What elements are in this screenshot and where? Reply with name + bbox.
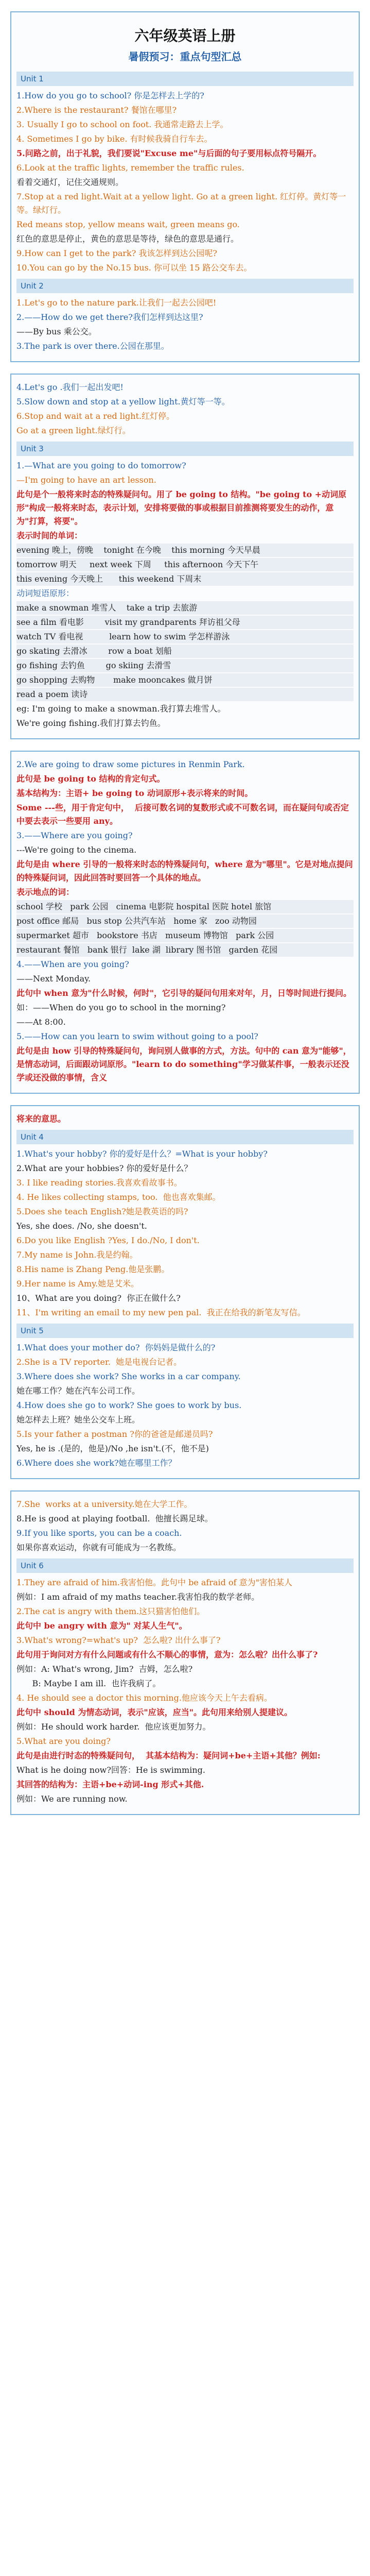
vocab-line: this evening 今天晚上 this weekend 下周末	[16, 572, 354, 586]
card-3	[10, 751, 360, 1094]
sentence-line: 7.She works at a university.她在大学工作。	[16, 1499, 192, 1509]
vocab-line: evening 晚上，傍晚 tonight 在今晚 this morning 今天早晨	[16, 544, 354, 557]
vocab-line: go skating 去滑冰 row a boat 划船	[16, 645, 354, 658]
sentence-line: 4.How does she go to work? She goes to work by bus.	[16, 1400, 242, 1410]
example-line: 例如：He should work harder. 他应该更加努力。	[16, 1722, 211, 1732]
sentence-line: 5.Is your father a postman ?你的爸爸是邮递员吗?	[16, 1429, 213, 1439]
sentence-line: 9.If you like sports, you can be a coach.	[16, 1528, 182, 1538]
note-heading: 表示地点的词：	[16, 887, 75, 897]
sentence-line: 3.What's wrong?=what's up? 怎么啦? 出什么事了?	[16, 1635, 221, 1645]
sentence-line: 她在哪工作？她在汽车公司工作。	[16, 1386, 140, 1396]
sentence-line: 11、I'm writing an email to my new pen pal. 我正在给我的新笔友写信。	[16, 1308, 306, 1317]
sentence-line: 4. He likes collecting stamps, too. 他也喜欢集邮。	[16, 1192, 221, 1202]
sentence-line: 如果你喜欢运动，你就有可能成为一名教练。	[16, 1543, 182, 1552]
sentence-line: 8.His name is Zhang Peng.他是张鹏。	[16, 1264, 170, 1274]
sentence-line: 2.We are going to draw some pictures in Renmin Park.	[16, 759, 245, 769]
note-line: 此句是由 how 引导的特殊疑问句，询问别人做事的方式，方法。句中的 can 意为"能够"，是情态动词，后面跟动词原形。"learn to do something"学习做某件事，一般表示还没学或还没做的事情，含义	[16, 1046, 351, 1082]
sentence-line: 2.What are your hobbies? 你的爱好是什么？	[16, 1163, 192, 1173]
sentence-line: —I'm going to have an art lesson.	[16, 475, 156, 485]
sentence-line: 5.Slow down and stop at a yellow light.黄灯等一等。	[16, 397, 230, 406]
sentence-line: 3.Where does she work? She works in a car company.	[16, 1371, 241, 1381]
sentence-line: ---We're going to the cinema.	[16, 845, 137, 855]
doc-title: 六年级英语上册	[134, 27, 236, 44]
vocab-line: go fishing 去钓鱼 go skiing 去滑雪	[16, 659, 354, 672]
note-heading: 表示时间的单词：	[16, 531, 83, 540]
sentence-line: 7.My name is John.我是约翰。	[16, 1250, 138, 1260]
sentence-line: 1.What's your hobby? 你的爱好是什么？=What is your hobby?	[16, 1149, 268, 1159]
card-4	[10, 1105, 360, 1479]
sentence-line: 3.The park is over there.公园在那里。	[16, 341, 169, 351]
note-line: 此句中 be angry with 意为" 对某人生气"。	[16, 1621, 187, 1631]
sentence-line: ——By bus 乘公交。	[16, 327, 97, 336]
vocab-line: watch TV 看电视 learn how to swim 学怎样游泳	[16, 630, 354, 643]
unit-header-3: Unit 3	[16, 442, 354, 456]
note-line: 将来的意思。	[16, 1114, 66, 1124]
sentence-line: 4.Let's go .我们一起出发吧!	[16, 382, 124, 392]
note-line: 此句是 be going to 结构的肯定句式。	[16, 774, 165, 784]
sentence-line: 6.Where does she work?她在哪里工作？	[16, 1458, 177, 1468]
example-line: 例如：I am afraid of my maths teacher.我害怕我的数学老师。	[16, 1592, 260, 1602]
sentence-line: Yes, he is .(是的，他是)/No ,he isn't.(不，他不是)	[16, 1444, 209, 1453]
unit-header-6: Unit 6	[16, 1558, 354, 1573]
sentence-line: 1.Let's go to the nature park.让我们一起去公园吧!	[16, 298, 217, 308]
sentence-line: 4. He should see a doctor this morning.他应该今天上午去看病。	[16, 1693, 272, 1703]
sentence-line: 红色的意思是停止，黄色的意思是等待，绿色的意思是通行。	[16, 234, 239, 244]
unit-header-5: Unit 5	[16, 1324, 354, 1338]
example-line: What is he doing now?回答：He is swimming.	[16, 1765, 205, 1775]
example-line: 如：——When do you go to school in the morning?	[16, 1003, 226, 1012]
sentence-line: 4. Sometimes I go by bike. 有时候我骑自行车去。	[16, 134, 213, 144]
vocab-line: tomorrow 明天 next week 下周 this afternoon 今天下午	[16, 558, 354, 571]
example-line: ——At 8:00.	[16, 1017, 66, 1027]
sentence-line: 3. Usually I go to school on foot. 我通常走路去上学。	[16, 120, 228, 129]
card-2	[10, 374, 360, 739]
example-line: 例如：A: What's wrong, Jim? 吉姆，怎么啦?	[16, 1664, 193, 1674]
unit-header-2: Unit 2	[16, 279, 354, 293]
note-line: 此句中 when 意为"什么时候，何时"，它引导的疑问句用来对年，月，日等时间进行提问。	[16, 988, 352, 998]
sentence-line: 看着交通灯，记住交通规则。	[16, 177, 124, 187]
sentence-line: 1.They are afraid of him.我害怕他。此句中 be afraid of 意为"害怕某人	[16, 1578, 292, 1587]
note-heading: 动词短语原形：	[16, 588, 75, 598]
unit-header-4: Unit 4	[16, 1130, 354, 1144]
sentence-line: 1.What does your mother do? 你妈妈是做什么的?	[16, 1343, 216, 1352]
doc-subtitle: 暑假预习：重点句型汇总	[128, 50, 242, 63]
vocab-line: post office 邮局 bus stop 公共汽车站 home 家 zoo 动物园	[16, 914, 354, 928]
sentence-line: 3.——Where are you going?	[16, 831, 133, 840]
note-line: Some ---些，用于肯定句中， 后接可数名词的复数形式或不可数名词，而在疑问句或否定中要去表示一些要用 any。	[16, 803, 349, 826]
sentence-line: 5.——How can you learn to swim without going to a pool?	[16, 1031, 258, 1041]
sentence-line: 6.Look at the traffic lights, remember the traffic rules.	[16, 163, 244, 173]
sentence-line: 7.Stop at a red light.Wait at a yellow light. Go at a green light. 红灯停。黄灯等一等。绿灯行。	[16, 192, 346, 215]
note-line: 此句是由进行时态的特殊疑问句， 其基本结构为：疑问词+be+主语+其他？例如:	[16, 1751, 321, 1760]
vocab-line: see a film 看电影 visit my grandparents 拜访祖父母	[16, 616, 354, 629]
card-1	[10, 11, 360, 362]
sentence-line: Red means stop, yellow means wait, green means go.	[16, 219, 240, 229]
example-line: B: Maybe I am ill. 也许我病了。	[16, 1679, 161, 1688]
unit-header-1: Unit 1	[16, 72, 354, 86]
note-line: 此句中 should 为情态动词，表示"应该，应当"。此句用来给别人提建议。	[16, 1707, 293, 1717]
sentence-line: 10、What are you doing? 你正在做什么?	[16, 1293, 181, 1303]
vocab-line: read a poem 读诗	[16, 688, 354, 701]
note-line: 5.问路之前，出于礼貌，我们要说"Excuse me"与后面的句子要用标点符号隔开。	[16, 148, 322, 158]
vocab-line: go shopping 去购物 make mooncakes 做月饼	[16, 673, 354, 687]
sentence-line: 3. I like reading stories.我喜欢看故事书。	[16, 1178, 182, 1188]
note-line: 其回答的结构为：主语+be+动词-ing 形式+其他.	[16, 1780, 204, 1789]
note-line: 基本结构为：主语+ be going to 动词原形+表示将来的时间。	[16, 788, 253, 798]
sentence-line: Go at a green light.绿灯行。	[16, 426, 131, 435]
sentence-line: 8.He is good at playing football. 他擅长踢足球。	[16, 1514, 213, 1523]
note-line: 此句用于询问对方有什么问题或有什么不顺心的事情，意为：怎么啦？出什么事了?	[16, 1650, 318, 1659]
sentence-line: 2.Where is the restaurant? 餐馆在哪里?	[16, 105, 177, 115]
vocab-line: restaurant 餐馆 bank 银行 lake 湖 library 图书馆 garden 花园	[16, 943, 354, 957]
sentence-line: 她怎样去上班？她坐公交车上班。	[16, 1415, 140, 1425]
example-line: 例如：We are running now.	[16, 1794, 128, 1804]
sentence-line: 4.——When are you going?	[16, 959, 129, 969]
vocab-line: school 学校 park 公园 cinema 电影院 hospital 医院 hotel 旅馆	[16, 900, 354, 913]
sentence-line: 5.Does she teach English?她是教英语的吗?	[16, 1207, 188, 1216]
example-line: We're going fishing.我们打算去钓鱼。	[16, 718, 166, 728]
example-line: eg: I'm going to make a snowman.我打算去堆雪人。	[16, 704, 226, 714]
sentence-line: 10.You can go by the No.15 bus. 你可以坐 15 路公交车去。	[16, 263, 252, 273]
sentence-line: 2.——How do we get there?我们怎样到达这里?	[16, 312, 203, 322]
sentence-line: 9.Her name is Amy.她是艾米。	[16, 1279, 139, 1289]
sentence-line: 2.The cat is angry with them.这只猫害怕他们。	[16, 1606, 205, 1616]
sentence-line: 1.How do you go to school? 你是怎样去上学的?	[16, 91, 204, 100]
sentence-line: 6.Do you like English ?Yes, I do./No, I don't.	[16, 1235, 200, 1245]
vocab-line: make a snowman 堆雪人 take a trip 去旅游	[16, 601, 354, 615]
sentence-line: 1.—What are you going to do tomorrow?	[16, 461, 186, 470]
sentence-line: 9.How can I get to the park? 我该怎样到达公园呢?	[16, 248, 217, 258]
sentence-line: 2.She is a TV reporter. 她是电视台记者。	[16, 1357, 182, 1367]
vocab-line: supermarket 超市 bookstore 书店 museum 博物馆 park 公园	[16, 929, 354, 942]
sentence-line: 6.Stop and wait at a red light.红灯停。	[16, 411, 175, 421]
note-line: 此句是由 where 引导的一般将来时态的特殊疑问句，where 意为"哪里"。它是对地点提问的特殊疑问词，因此回答时要回答一个具体的地点。	[16, 859, 353, 883]
note-line: 此句是个一般将来时态的特殊疑问句。用了 be going to 结构。"be going to +动词原形"构成一般将来时态，表示计划，安排将要做的事或根据目前推测将要发生的动作，意为"打算，将要"。	[16, 489, 347, 526]
sentence-line: Yes, she does. /No, she doesn't.	[16, 1221, 147, 1231]
sentence-line: 5.What are you doing?	[16, 1736, 111, 1746]
card-5	[10, 1490, 360, 1815]
sentence-line: ——Next Monday.	[16, 974, 91, 984]
